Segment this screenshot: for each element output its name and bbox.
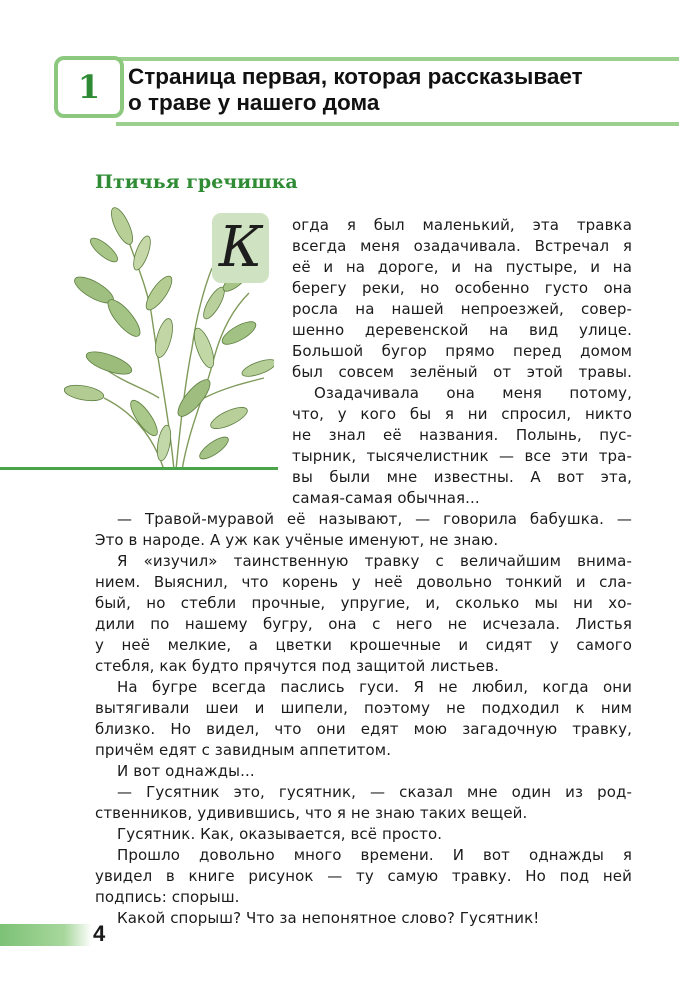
text-line: Прошло довольно много времени. И вот однажды я (117, 846, 632, 864)
text-line: самая-самая обычная... (292, 489, 480, 507)
chapter-number-badge (54, 56, 124, 118)
text-line: Какой спорыш? Что за непонятное слово? Гусятник! (117, 909, 540, 927)
text-line: Я «изучил» таинственную травку с величайшим внима- (117, 552, 632, 570)
text-line: Гусятник. Как, оказывается, всё просто. (117, 825, 443, 843)
text-line: На бугре всегда паслись гуси. Я не любил, когда они (117, 678, 632, 696)
section-divider-rule (0, 467, 278, 470)
chapter-title-line: Страница первая, которая рассказывает (128, 64, 583, 89)
drop-cap-box (212, 213, 269, 283)
text-line: был совсем зелёный от этой травы. (292, 363, 632, 381)
text-line: стебля, как будто прячутся под защитой листьев. (95, 657, 500, 675)
text-line: что, у кого бы я ни спросил, никто (292, 405, 632, 423)
text-line: Озадачивала она меня потому, (314, 384, 632, 402)
text-line: подпись: спорыш. (95, 888, 240, 906)
header-bottom-rule (116, 122, 679, 126)
drop-cap-letter: К (218, 215, 263, 280)
text-line: тырник, тысячелистник — все эти тра- (292, 447, 632, 465)
text-line: вы были мне известны. А вот эта, (292, 468, 632, 486)
text-line: ственников, удивившись, что я не знаю таких вещей. (95, 804, 528, 822)
text-line: Большой бугор прямо перед домом (292, 342, 632, 360)
text-line: шенно деревенской на вид улице. (292, 321, 632, 339)
text-line: у неё мелкие, а цветки крошечные и сидят у самого (95, 636, 632, 654)
text-line: не знал её названия. Полынь, пус- (292, 426, 632, 444)
page-number-bar (0, 924, 92, 946)
chapter-title (128, 64, 668, 116)
page-number: 4 (93, 921, 106, 946)
text-line: близко. Но видел, что они едят мою загадочную травку, (95, 720, 632, 738)
text-line: — Травой-муравой её называют, — говорила бабушка. — (117, 510, 632, 528)
text-line: росла на нашей непроезжей, совер- (292, 300, 632, 318)
text-line: увидел в книге рисунок — ту самую травку. Но под ней (95, 867, 632, 885)
text-line: нием. Выяснил, что корень у неё довольно тонкий и сла- (95, 573, 632, 591)
text-line: всегда меня озадачивала. Встречал я (292, 237, 632, 255)
text-line: огда я был маленький, эта травка (292, 216, 632, 234)
text-line: берегу реки, но особенно густо она (292, 279, 632, 297)
chapter-number: 1 (77, 68, 101, 106)
text-line: вытягивали шеи и шипели, поэтому не подходил к ним (95, 699, 632, 717)
text-line: — Гусятник это, гусятник, — сказал мне один из род- (117, 783, 632, 801)
text-line: её и на дороге, и на пустыре, и на (292, 258, 632, 276)
section-title: Птичья гречишка (95, 171, 298, 193)
chapter-title-line: о траве у нашего дома (128, 90, 380, 115)
text-line: бый, но стебли прочные, упругие, и, сколько мы ни хо- (95, 594, 632, 612)
text-line: Это в народе. А уж как учёные именуют, не знаю. (95, 531, 499, 549)
text-line: причём едят с завидным аппетитом. (95, 741, 392, 759)
header-top-rule (116, 57, 679, 61)
text-line: И вот однажды... (117, 762, 255, 780)
text-line: дили по нашему бугру, она с него не исчезала. Листья (95, 615, 632, 633)
